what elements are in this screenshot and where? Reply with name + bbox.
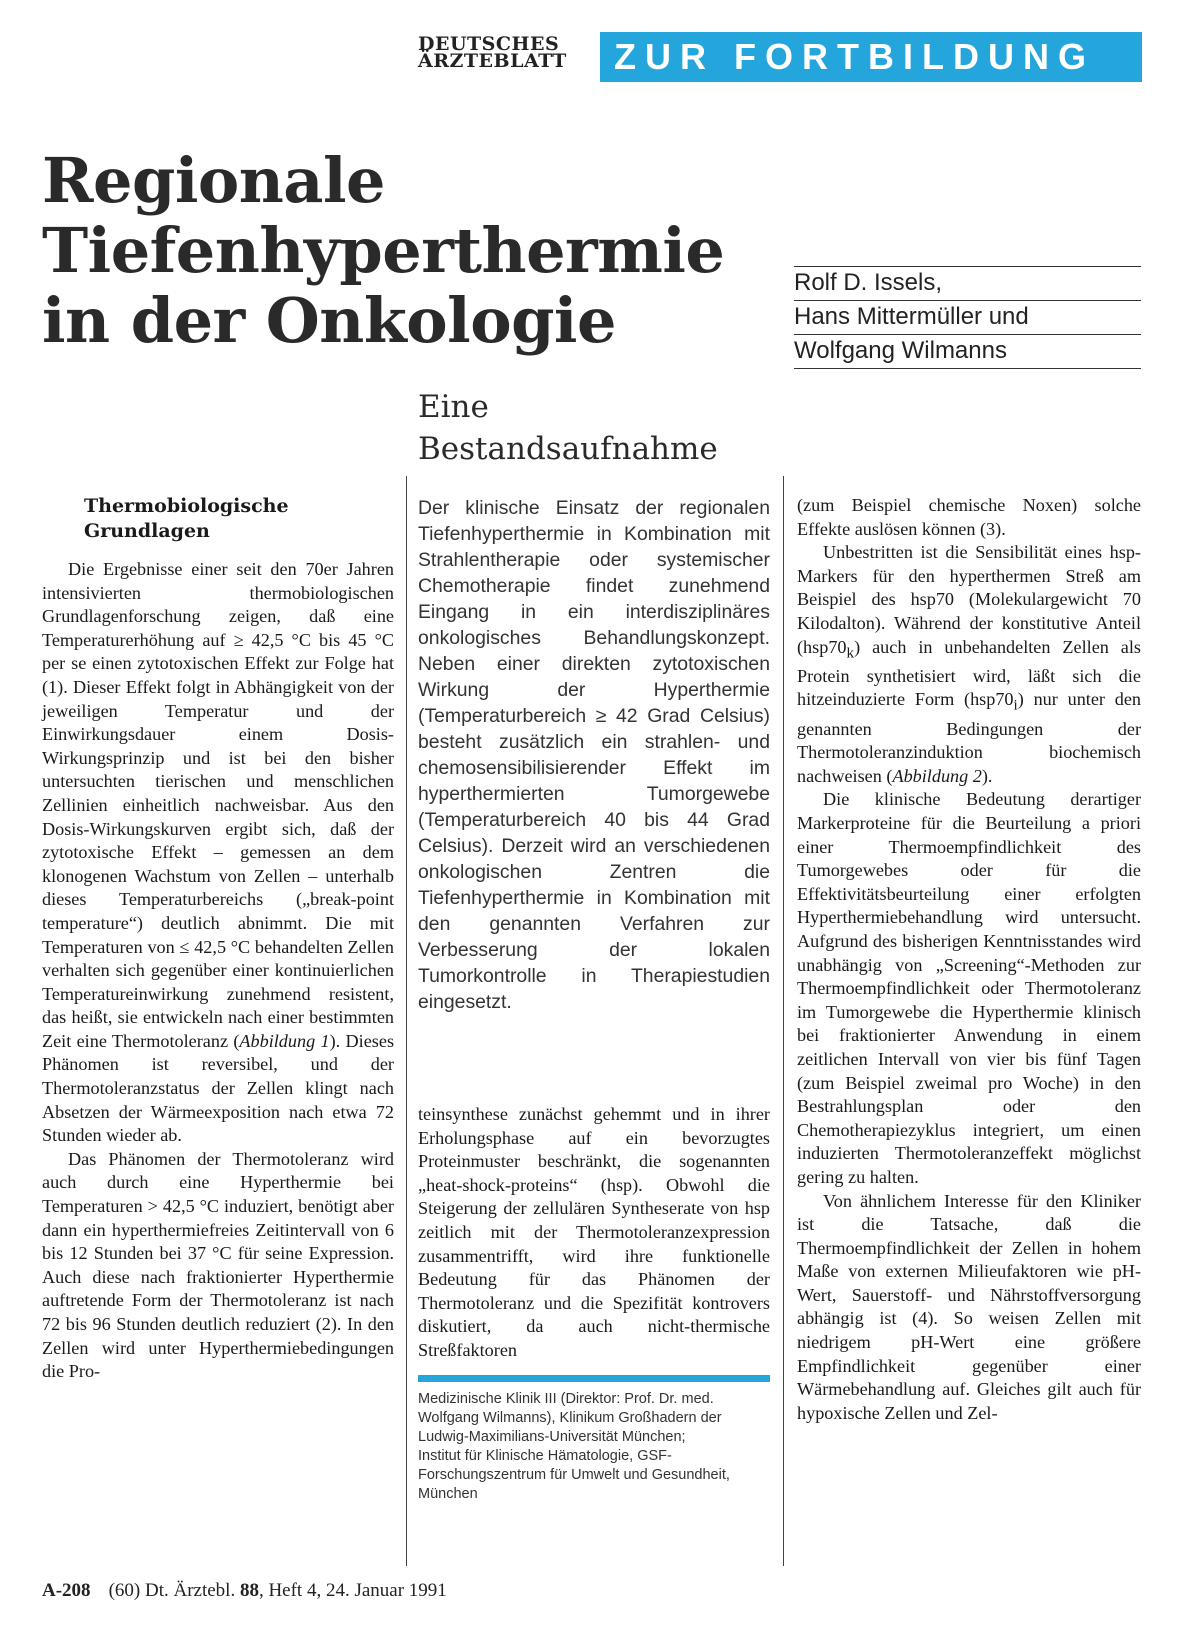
paragraph: (zum Beispiel chemische Noxen) solche Effekte auslösen können (3). [797, 495, 1141, 539]
column-2-intro [418, 495, 770, 1015]
journal-logo [418, 33, 567, 72]
author-1: Rolf D. Issels, [794, 266, 1141, 300]
paragraph-text: Unbestritten ist die Sensibilität eines hsp-Markers für den hyperthermen Streß am Beispiel des hsp70 (Molekulargewicht 70 Kilodalton). Während der konstitutive Anteil (hsp70 [797, 542, 1141, 657]
citation-prefix: (60) Dt. Ärztebl. [108, 1580, 236, 1601]
affiliation-rule [418, 1375, 770, 1382]
figure-reference: Abbildung 1 [239, 1030, 330, 1051]
paragraph [42, 558, 394, 1148]
journal-name-line1: DEUTSCHES [418, 33, 560, 55]
column-3 [797, 494, 1141, 1425]
journal-name-line2: ÄRZTEBLATT [418, 50, 567, 72]
section-banner: ZUR FORTBILDUNG [600, 32, 1142, 82]
section-heading-line-1: Thermobiologische [84, 495, 289, 517]
paragraph: Von ähnlichem Interesse für den Kliniker ist die Tatsache, daß die Thermoempfindlichkeit der Zellen in hohem Maße von externen Milieufaktoren wie pH-Wert, Sauerstoff- und Nährstoffversorgung abhängig ist (4). So weisen Zellen mit niedrigem pH-Wert eine größere Empfindlichkeit gegenüber einer Wärmebehandlung auf. Gleiches gilt auch für hypoxische Zellen und Zel- [797, 1190, 1141, 1423]
figure-reference: Abbildung 2 [892, 765, 982, 786]
author-affiliations [418, 1390, 770, 1504]
column-1 [42, 494, 394, 1384]
author-2: Hans Mittermüller und [794, 300, 1141, 334]
paragraph-text: ) auch in unbehandelten Zellen als Protein synthetisiert wird, läßt sich die hitzeinduzierte Form (hsp70 [797, 636, 1141, 710]
page-footer [42, 1580, 447, 1602]
paragraph [797, 541, 1141, 788]
section-heading [42, 494, 394, 544]
citation-suffix: , Heft 4, 24. Januar 1991 [258, 1580, 447, 1601]
author-list [794, 266, 1141, 369]
column-2 [418, 1103, 770, 1363]
subtitle-line-2: Bestandsaufnahme [418, 431, 718, 467]
volume-number: 88 [239, 1580, 259, 1601]
author-3: Wolfgang Wilmanns [794, 334, 1141, 369]
section-heading-line-2: Grundlagen [84, 520, 210, 542]
title-line-1: Regionale [42, 144, 385, 217]
affiliation-1: Medizinische Klinik III (Direktor: Prof. Dr. med. Wolfgang Wilmanns), Klinikum Großhadern der Ludwig-Maximilians-Universität München; [418, 1391, 722, 1445]
page-number: A-208 [42, 1580, 91, 1601]
subscript: k [846, 644, 855, 662]
column-divider-2 [783, 476, 784, 1566]
paragraph-text: Die Ergebnisse einer seit den 70er Jahren intensivierten thermobiologischen Grundlagenforschung zeigen, daß eine Temperaturerhöhung auf ≥ 42,5 °C bis 45 °C per se einen zytotoxischen Effekt zur Folge hat (1). Dieser Effekt folgt in Abhängigkeit von der jeweiligen Temperatur und der Einwirkungsdauer einem Dosis-Wirkungsprinzip und ist bei den bisher untersuchten tierischen und menschlichen Zellinien einheitlich nachweisbar. Aus den Dosis-Wirkungskurven ergibt sich, daß der zytotoxische Effekt – gemessen an dem klonogenen Wachstum von Zellen – unterhalb dieses Temperaturbereichs („break-point temperature“) deutlich abnimmt. Die mit Temperaturen von ≤ 42,5 °C behandelten Zellen verhalten sich gegenüber einer kontinuierlichen Temperatureinwirkung zunehmend resistent, das heißt, sie entwickeln nach einer bestimmten Zeit eine Thermotoleranz ( [42, 559, 394, 1051]
article-title [42, 146, 782, 356]
paragraph-text: ) nur unter den genannten Bedingungen der Thermotoleranzinduktion biochemisch nachweisen ( [797, 689, 1141, 786]
subtitle-line-1: Eine [418, 389, 489, 425]
paragraph-text: ). Dieses Phänomen ist reversibel, und der Thermotoleranzstatus der Zellen klingt nach Absetzen der Wärmeexposition nach etwa 72 Stunden wieder ab. [42, 1030, 395, 1146]
article-subtitle [418, 386, 718, 470]
column-divider-1 [406, 476, 407, 1566]
paragraph: teinsynthese zunächst gehemmt und in ihrer Erholungsphase auf ein bevorzugtes Proteinmuster beschränkt, die sogenannten „heat-shock-proteins“ (hsp). Obwohl die Steigerung der zellulären Syntheserate von hsp zeitlich mit der Thermotoleranzexpression zusammentrifft, wird ihre funktionelle Bedeutung für das Phänomen der Thermotoleranz und die Spezifität kontrovers diskutiert, da auch nicht-thermische Streßfaktoren [418, 1104, 770, 1360]
affiliation-2: Institut für Klinische Hämatologie, GSF-Forschungszentrum für Umwelt und Gesundheit, München [418, 1448, 730, 1502]
paragraph: Das Phänomen der Thermotoleranz wird auch durch eine Hyperthermie bei Temperaturen > 42,5 °C induziert, benötigt aber dann ein hyperthermiefreies Zeitintervall von 6 bis 12 Stunden bei 37 °C für seine Expression. Auch diese nach fraktionierter Hyperthermie auftretende Form der Thermotoleranz ist nach 72 bis 96 Stunden deutlich reduziert (2). In den Zellen wird unter Hyperthermiebedingungen die Pro- [42, 1148, 394, 1382]
paragraph: Die klinische Bedeutung derartiger Markerproteine für die Beurteilung a priori einer Thermoempfindlichkeit des Tumorgewebes oder für die Effektivitätsbeurteilung einer erfolgten Hyperthermiebehandlung wird untersucht. Aufgrund des bisherigen Kenntnisstandes wird unabhängig von „Screening“-Methoden zur Thermoempfindlichkeit oder Thermotoleranz im Tumorgewebe die Hyperthermie klinisch bei fraktionierter Anwendung in einem zeitlichen Intervall von vier bis fünf Tagen (zum Beispiel zweimal pro Woche) in den Bestrahlungsplan oder den Chemotherapiezyklus integriert, um einen induzierten Thermotoleranzeffekt möglichst gering zu halten. [797, 789, 1141, 1187]
paragraph-text: ). [981, 765, 993, 786]
title-line-2: Tiefenhyperthermie [42, 214, 725, 287]
title-line-3: in der Onkologie [42, 284, 616, 357]
subscript: i [1013, 697, 1018, 715]
intro-paragraph: Der klinische Einsatz der regionalen Tiefenhyperthermie in Kombination mit Strahlentherapie oder systemischer Chemotherapie findet zunehmend Eingang in ein interdisziplinäres onkologisches Behandlungskonzept. Neben einer direkten zytotoxischen Wirkung der Hyperthermie (Temperaturbereich ≥ 42 Grad Celsius) besteht zusätzlich ein strahlen- und chemosensibilisierender Effekt im hyperthermierten Tumorgewebe (Temperaturbereich 40 bis 44 Grad Celsius). Derzeit wird an verschiedenen onkologischen Zentren die Tiefenhyperthermie in Kombination mit den genannten Verfahren zur Verbesserung der lokalen Tumorkontrolle in Therapiestudien eingesetzt. [418, 497, 770, 1013]
